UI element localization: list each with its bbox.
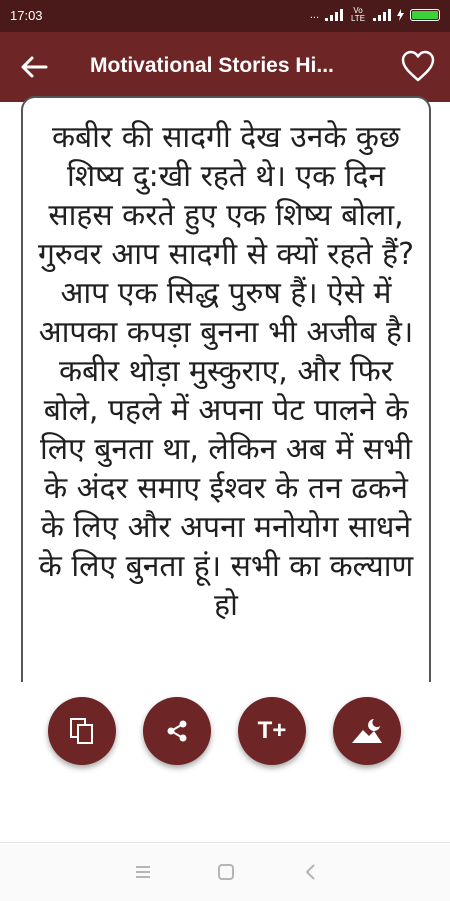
share-button[interactable] <box>143 697 211 765</box>
square-home-icon <box>215 861 237 883</box>
favorite-button[interactable] <box>400 49 436 83</box>
volte-label: Vo LTE <box>350 6 366 23</box>
story-card[interactable] <box>21 96 431 682</box>
triangle-back-icon <box>300 861 322 883</box>
status-dots: ... <box>309 9 319 21</box>
charging-icon <box>397 9 404 21</box>
battery-fill <box>412 11 438 19</box>
share-icon <box>164 718 190 744</box>
status-icons <box>310 7 440 23</box>
heart-outline-icon <box>400 49 436 83</box>
text-size-label: T+ <box>257 717 287 744</box>
status-time: 17:03 <box>10 8 43 23</box>
signal-icon <box>325 9 343 21</box>
copy-button[interactable] <box>48 697 116 765</box>
arrow-left-icon <box>18 52 50 82</box>
status-bar <box>0 0 450 32</box>
menu-icon <box>132 861 154 883</box>
night-mode-button[interactable] <box>333 697 401 765</box>
recents-button[interactable] <box>132 861 154 883</box>
battery-icon <box>410 9 440 21</box>
copy-icon <box>68 716 96 746</box>
home-button[interactable] <box>215 861 237 883</box>
back-button[interactable] <box>18 52 50 82</box>
signal-icon-2 <box>373 9 391 21</box>
text-size-button[interactable] <box>238 697 306 765</box>
system-back-button[interactable] <box>300 861 322 883</box>
page-title: Motivational Stories Hi... <box>90 54 334 77</box>
system-nav-bar <box>0 842 450 901</box>
night-mode-icon <box>350 716 384 746</box>
story-text: कबीर की सादगी देख उनके कुछ शिष्य दु:खी रहते थे। एक दिन साहस करते हुए एक शिष्य बोला, गुरुवर आप सादगी से क्यों रहते हैं? आप एक सिद्ध पुरुष हैं। ऐसे में आपका कपड़ा बुनना भी अजीब है। कबीर थोड़ा मुस्कुराए, और फिर बोले, पहले में अपना पेट पालने के लिए बुनता था, लेकिन अब में सभी के अंदर समाए ईश्वर के तन ढकने के लिए और अपना मनोयोग साधने के लिए बुनता हूं। सभी का कल्याण हो <box>38 120 414 623</box>
app-bar <box>0 32 450 102</box>
